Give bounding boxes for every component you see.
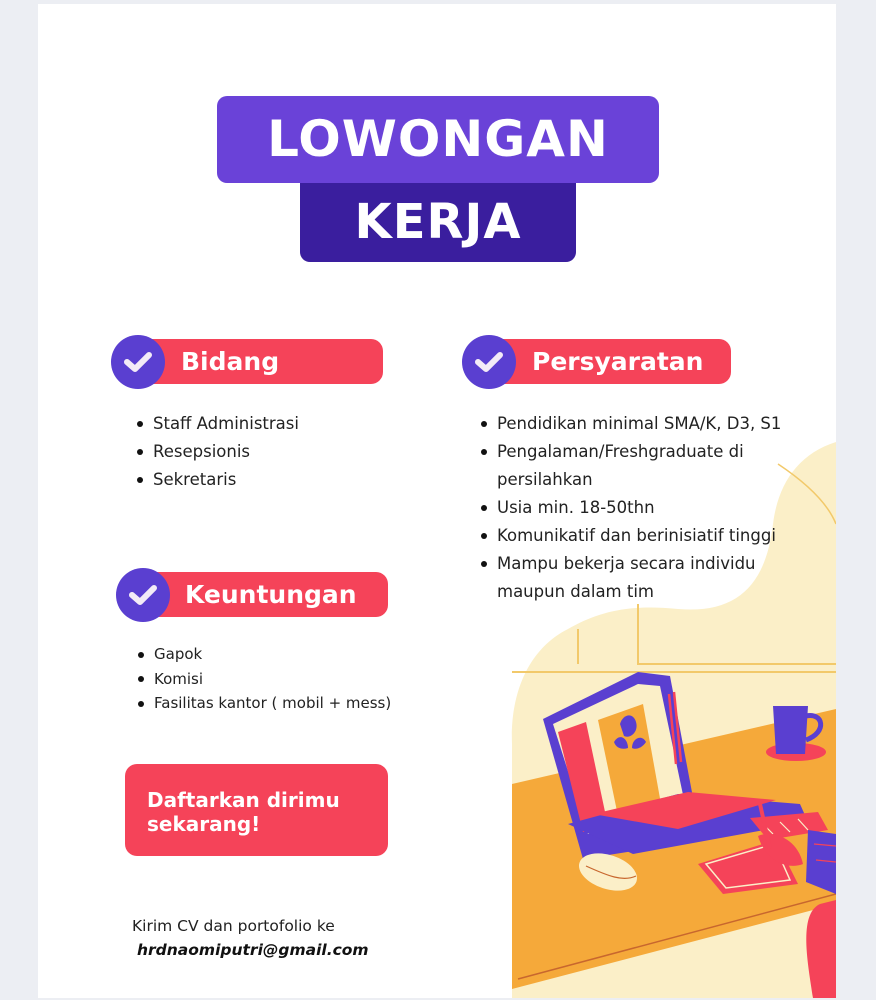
list-item: Pengalaman/Freshgraduate di persilahkan xyxy=(478,438,767,494)
contact-label: Kirim CV dan portofolio ke xyxy=(132,917,335,935)
title-kerja: KERJA xyxy=(300,183,576,262)
contact-email-link[interactable]: hrdnaomiputri@gmail.com xyxy=(137,941,369,959)
list-item: Staff Administrasi xyxy=(134,410,299,438)
section-heading-label: Persyaratan xyxy=(532,347,704,376)
list-item: Fasilitas kantor ( mobil + mess) xyxy=(135,691,391,716)
check-icon xyxy=(116,568,170,622)
section-heading-persyaratan xyxy=(489,339,731,384)
keuntungan-list xyxy=(135,642,391,716)
list-item: Resepsionis xyxy=(134,438,299,466)
section-heading-label: Bidang xyxy=(181,347,280,376)
section-heading-keuntungan xyxy=(142,572,388,617)
list-item: Komunikatif dan berinisiatif tinggi xyxy=(478,522,808,550)
check-icon xyxy=(111,335,165,389)
job-poster xyxy=(38,4,836,998)
section-heading-bidang xyxy=(138,339,383,384)
register-now-button[interactable]: Daftarkan dirimu sekarang! xyxy=(125,764,388,856)
contact-info xyxy=(132,914,369,962)
persyaratan-list xyxy=(478,410,808,606)
chair-shape xyxy=(806,900,836,998)
check-icon xyxy=(462,335,516,389)
title-lowongan: LOWONGAN xyxy=(217,96,659,183)
section-heading-label: Keuntungan xyxy=(185,580,357,609)
bidang-list xyxy=(134,410,299,494)
list-item: Gapok xyxy=(135,642,391,667)
list-item: Mampu bekerja secara individu maupun dalam tim xyxy=(478,550,777,606)
list-item: Pendidikan minimal SMA/K, D3, S1 xyxy=(478,410,808,438)
list-item: Komisi xyxy=(135,667,391,692)
list-item: Sekretaris xyxy=(134,466,299,494)
list-item: Usia min. 18-50thn xyxy=(478,494,808,522)
